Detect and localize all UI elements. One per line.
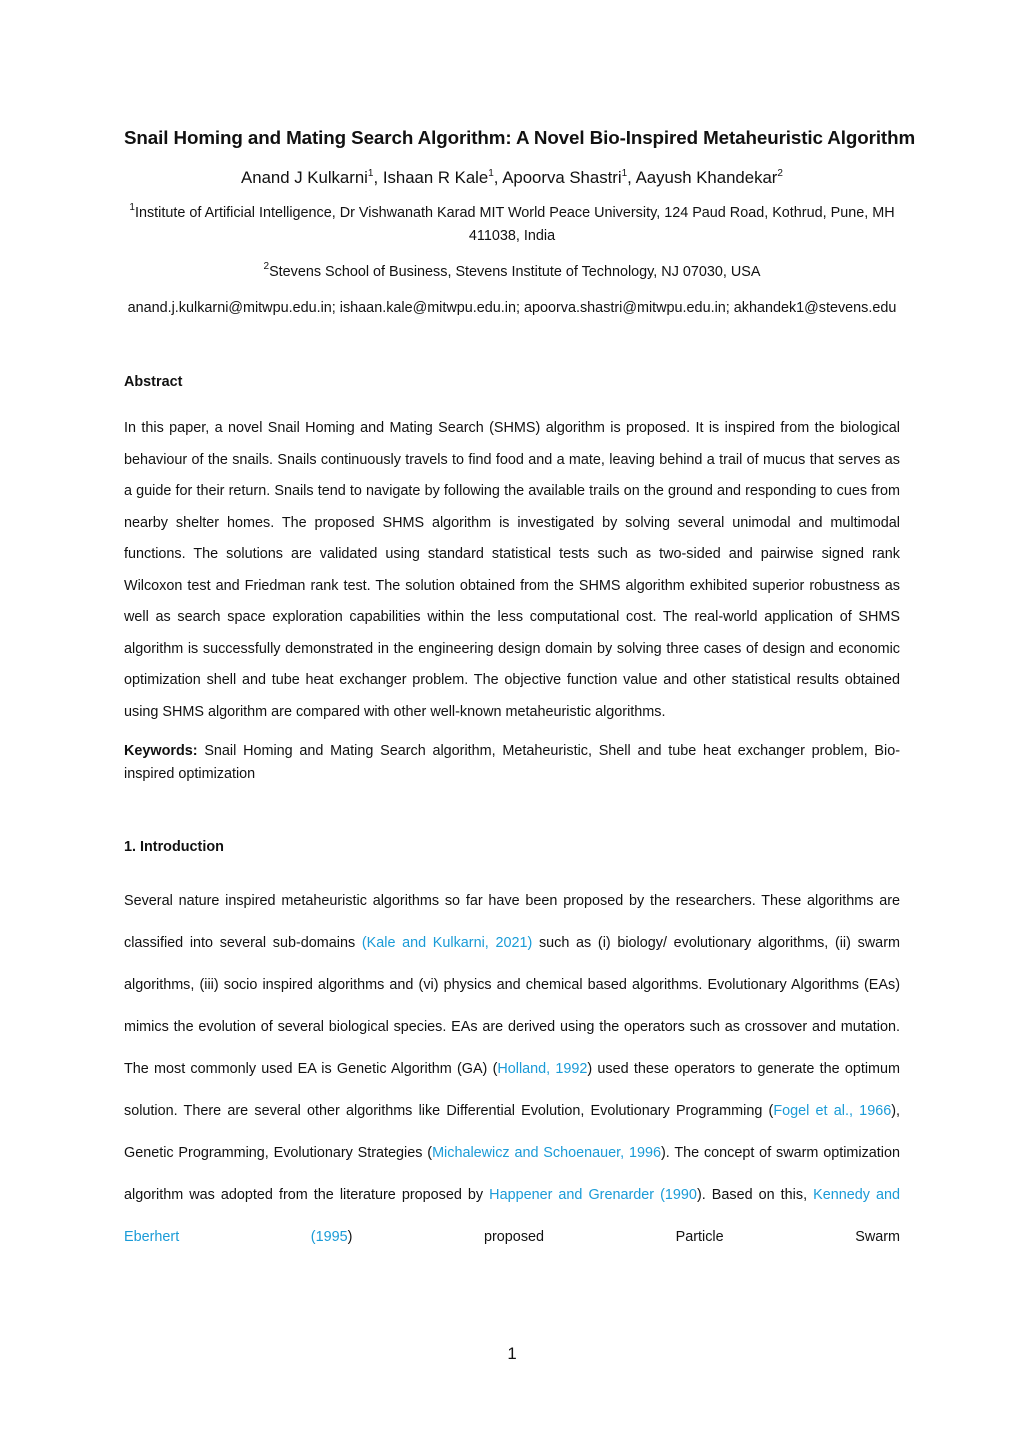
affiliation-mark: 2 (263, 261, 270, 272)
keywords (124, 740, 900, 786)
keywords-label: Keywords: (124, 743, 198, 759)
introduction-text-segment: Several nature inspired metaheuristic algorithms so far have been proposed by the researchers. These algorithms are classified into several sub-domains (124, 893, 900, 951)
citation-link[interactable]: Michalewicz and Schoenauer, 1996 (432, 1145, 661, 1161)
author-separator: , (373, 168, 383, 187)
citation-link[interactable]: (Kale and Kulkarni, 2021) (361, 935, 533, 951)
affiliation-2 (124, 261, 900, 284)
page-content (124, 126, 916, 1258)
author-name: Aayush Khandekar (635, 168, 778, 187)
author-affiliation-mark: 1 (488, 168, 494, 179)
author-name: Ishaan R Kale (382, 168, 489, 187)
introduction-text (124, 880, 900, 1258)
author-affiliation-mark: 1 (621, 168, 628, 179)
affiliation-1 (124, 202, 900, 248)
affiliation-text: Institute of Artificial Intelligence, Dr Vishwanath Karad MIT World Peace University, 124 Paud Road, Kothrud, Pune, MH 411038, India (134, 205, 895, 244)
citation-link[interactable]: Fogel et al., 1966 (773, 1103, 892, 1119)
introduction-text-segment: ), Genetic Programming, Evolutionary Strategies ( (124, 1103, 900, 1161)
introduction-heading: 1. Introduction (124, 839, 224, 855)
author-affiliation-mark: 1 (367, 168, 374, 179)
author-name: Apoorva Shastri (502, 168, 622, 187)
introduction-text-segment: ). Based on this, (696, 1187, 814, 1203)
citation-link[interactable]: Holland, 1992 (497, 1061, 588, 1077)
page-number: 1 (507, 1344, 517, 1363)
introduction-text-segment: such as (i) biology/ evolutionary algorithms, (ii) swarm algorithms, (iii) socio inspired algorithms and (vi) physics and chemical based algorithms. Evolutionary Algorithms (EAs) mimics the evolution of several biological species. EAs are derived using the operators such as crossover and mutation. The most commonly used EA is Genetic Algorithm (GA) ( (124, 935, 900, 1077)
author-separator: , (493, 168, 503, 187)
author-separator: , (627, 168, 636, 187)
author-name: Anand J Kulkarni (241, 168, 368, 187)
author-emails: anand.j.kulkarni@mitwpu.edu.in; ishaan.kale@mitwpu.edu.in; apoorva.shastri@mitwpu.edu.in; akhandek1@stevens.edu (127, 300, 897, 316)
paper-title: Snail Homing and Mating Search Algorithm: A Novel Bio-Inspired Metaheuristic Algorithm (124, 127, 916, 148)
introduction-text-segment: ) proposed Particle Swarm (347, 1229, 900, 1245)
introduction-text-segment: ). The concept of swarm optimization algorithm was adopted from the literature proposed by (124, 1145, 901, 1203)
abstract-text: In this paper, a novel Snail Homing and Mating Search (SHMS) algorithm is proposed. It is inspired from the biological behaviour of the snails. Snails continuously travels to find food and a mate, leaving behind a trail of mucus that serves as a guide for their return. Snails tend to navigate by following the available trails on the ground and responding to cues from nearby shelter homes. The proposed SHMS algorithm is investigated by solving several unimodal and multimodal functions. The solutions are validated using standard statistical tests such as two-sided and pairwise signed rank Wilcoxon test and Friedman rank test. The solution obtained from the SHMS algorithm exhibited superior robustness as well as search space exploration capabilities within the less computational cost. The real-world application of SHMS algorithm is successfully demonstrated in the engineering design domain by solving three cases of design and economic optimization shell and tube heat exchanger problem. The objective function value and other statistical results obtained using SHMS algorithm are compared with other well-known metaheuristic algorithms. (124, 420, 900, 720)
affiliation-text: Stevens School of Business, Stevens Institute of Technology, NJ 07030, USA (269, 264, 761, 280)
author-affiliation-mark: 2 (777, 168, 783, 179)
author-list (124, 167, 900, 189)
abstract-heading: Abstract (124, 374, 183, 390)
introduction-text-segment: ) used these operators to generate the optimum solution. There are several other algorithms like Differential Evolution, Evolutionary Programming ( (124, 1061, 900, 1119)
affiliation-mark: 1 (129, 202, 135, 213)
citation-link[interactable]: Kennedy and Eberhert (1995 (124, 1187, 900, 1245)
citation-link[interactable]: Happener and Grenarder (1990 (489, 1187, 697, 1203)
keywords-text: Snail Homing and Mating Search algorithm, Metaheuristic, Shell and tube heat exchanger problem, Bio-inspired optimization (124, 743, 900, 782)
